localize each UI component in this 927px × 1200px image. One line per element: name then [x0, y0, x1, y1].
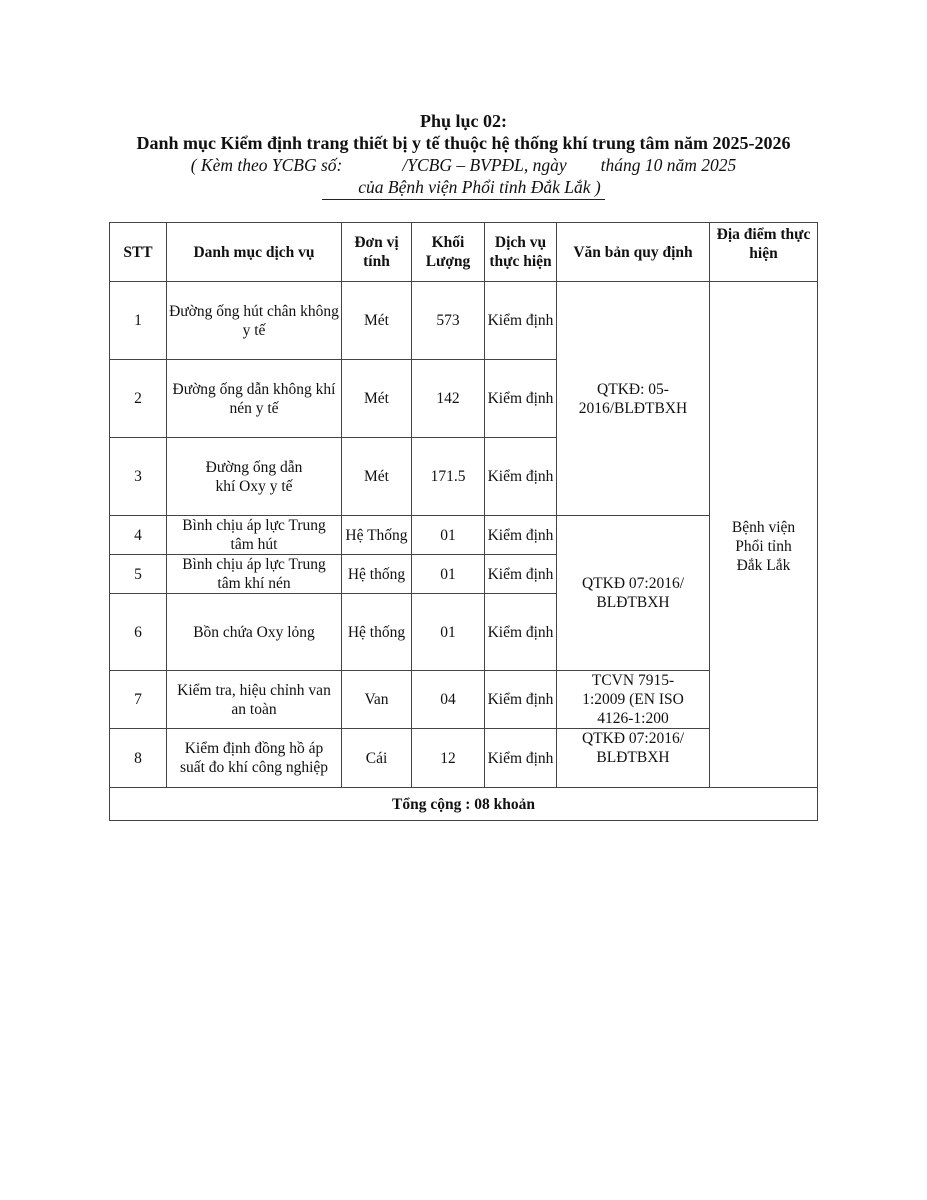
cell-action: Kiểm định: [485, 282, 557, 360]
cell-regulation: QTKĐ 07:2016/ BLĐTBXH: [557, 516, 710, 671]
document-title: Danh mục Kiểm định trang thiết bị y tế thuộc hệ thống khí trung tâm năm 2025-2026: [136, 133, 791, 153]
cell-unit: Hệ Thống: [342, 516, 412, 555]
table-header-row: [110, 223, 818, 282]
cell-service: Bình chịu áp lực Trung tâm khí nén: [167, 555, 342, 594]
cell-service: Kiểm tra, hiệu chỉnh van an toàn: [167, 671, 342, 729]
cell-action: Kiểm định: [485, 438, 557, 516]
total-row: [110, 788, 818, 821]
cell-unit: Mét: [342, 282, 412, 360]
header-quantity: Khối Lượng: [412, 223, 485, 282]
cell-location: Bệnh viện Phổi tỉnh Đắk Lắk: [710, 282, 818, 788]
header-action: Dịch vụ thực hiện: [485, 223, 557, 282]
cell-stt: 7: [110, 671, 167, 729]
cell-stt: 6: [110, 594, 167, 671]
reference-line: [0, 155, 927, 176]
cell-service: Đường ống hút chân không y tế: [167, 282, 342, 360]
header-unit: Đơn vị tính: [342, 223, 412, 282]
header-service: Danh mục dịch vụ: [167, 223, 342, 282]
cell-action: Kiểm định: [485, 671, 557, 729]
header-location: Địa điểm thực hiện: [710, 223, 818, 282]
total-label: Tổng cộng : 08 khoản: [110, 788, 818, 821]
cell-quantity: 573: [412, 282, 485, 360]
cell-stt: 8: [110, 729, 167, 788]
appendix-label: Phụ lục 02:: [419, 111, 507, 131]
cell-quantity: 01: [412, 516, 485, 555]
issuer-line: [0, 177, 927, 200]
cell-stt: 3: [110, 438, 167, 516]
cell-unit: Hệ thống: [342, 555, 412, 594]
cell-service: Đường ống dẫn khí Oxy y tế: [167, 438, 342, 516]
cell-service: Bình chịu áp lực Trung tâm hút: [167, 516, 342, 555]
cell-quantity: 171.5: [412, 438, 485, 516]
issuer: của Bệnh viện Phổi tỉnh Đắk Lắk ): [322, 177, 605, 200]
cell-action: Kiểm định: [485, 729, 557, 788]
cell-unit: Cái: [342, 729, 412, 788]
cell-quantity: 04: [412, 671, 485, 729]
cell-action: Kiểm định: [485, 516, 557, 555]
cell-quantity: 12: [412, 729, 485, 788]
cell-quantity: 01: [412, 555, 485, 594]
cell-stt: 1: [110, 282, 167, 360]
cell-unit: Hệ thống: [342, 594, 412, 671]
cell-service: Kiểm định đồng hồ áp suất đo khí công nghiệp: [167, 729, 342, 788]
cell-stt: 2: [110, 360, 167, 438]
cell-action: Kiểm định: [485, 555, 557, 594]
cell-action: Kiểm định: [485, 360, 557, 438]
cell-unit: Mét: [342, 360, 412, 438]
header-regulation: Văn bản quy định: [557, 223, 710, 282]
cell-regulation: TCVN 7915-1:2009 (EN ISO 4126-1:200: [557, 671, 710, 729]
cell-service: Bồn chứa Oxy lỏng: [167, 594, 342, 671]
cell-stt: 4: [110, 516, 167, 555]
cell-unit: Mét: [342, 438, 412, 516]
reference-date: tháng 10 năm 2025: [600, 155, 737, 175]
cell-regulation: QTKĐ: 05-2016/BLĐTBXH: [557, 282, 710, 516]
inspection-table: [109, 222, 818, 821]
reference-prefix: ( Kèm theo YCBG số:: [190, 155, 343, 175]
cell-unit: Van: [342, 671, 412, 729]
cell-stt: 5: [110, 555, 167, 594]
reference-code: /YCBG – BVPĐL, ngày: [402, 155, 567, 175]
table-row: [110, 282, 818, 360]
cell-service: Đường ống dẫn không khí nén y tế: [167, 360, 342, 438]
cell-action: Kiểm định: [485, 594, 557, 671]
cell-quantity: 142: [412, 360, 485, 438]
cell-quantity: 01: [412, 594, 485, 671]
header-stt: STT: [110, 223, 167, 282]
cell-regulation: QTKĐ 07:2016/ BLĐTBXH: [557, 729, 710, 788]
